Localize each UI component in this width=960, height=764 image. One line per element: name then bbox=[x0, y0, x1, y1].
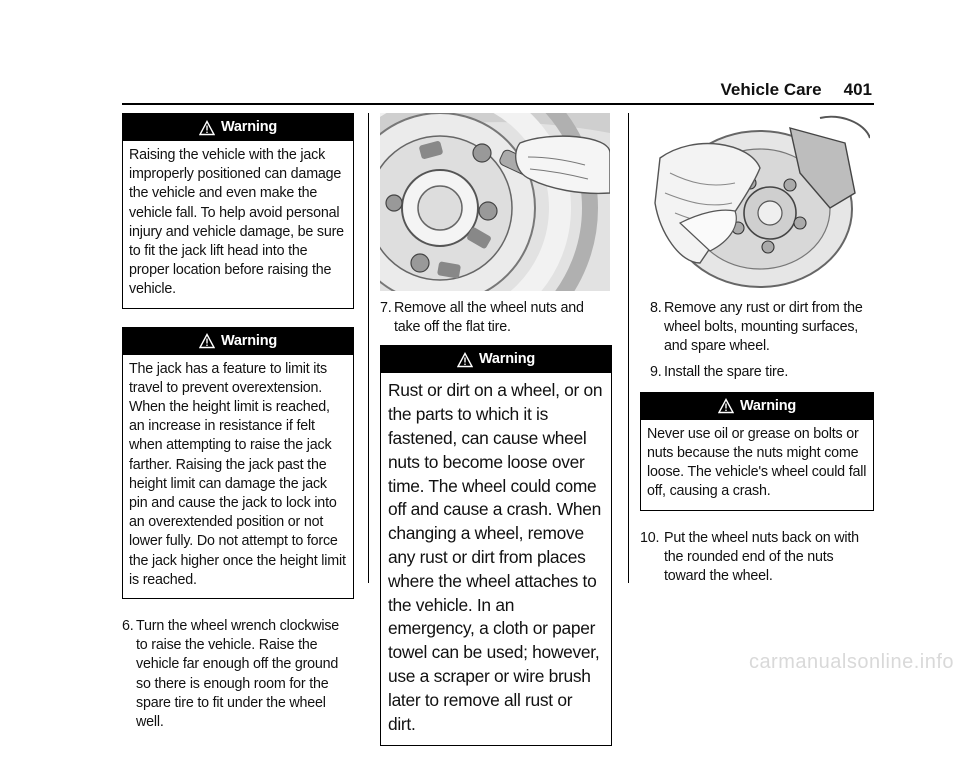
warning-title: Warning bbox=[220, 119, 278, 135]
column-2 bbox=[380, 113, 612, 764]
warning-title: Warning bbox=[739, 397, 797, 414]
page-number: 401 bbox=[843, 80, 872, 99]
warning-header bbox=[381, 346, 611, 373]
warning-header bbox=[123, 328, 353, 355]
warning-header bbox=[641, 393, 873, 420]
warning-header bbox=[123, 114, 353, 141]
page-header bbox=[721, 80, 873, 100]
step-text: Remove all the wheel nuts and take off the flat tire. bbox=[394, 300, 584, 336]
header-rule bbox=[122, 103, 874, 105]
step-7 bbox=[380, 299, 612, 337]
step-number: 6. bbox=[122, 618, 134, 635]
warning-box-1 bbox=[122, 113, 354, 309]
column-divider-2 bbox=[628, 113, 629, 583]
step-text: Turn the wheel wrench clockwise to raise the vehicle. Raise the vehicle far enough off the ground so there is enough room for the spare tire to fit under the wheel well. bbox=[136, 618, 340, 731]
column-1 bbox=[122, 113, 354, 738]
step-text: Put the wheel nuts back on with the rounded end of the nuts toward the wheel. bbox=[664, 529, 859, 585]
step-number: 10. bbox=[640, 529, 660, 546]
warning-box-4 bbox=[640, 392, 874, 511]
warning-box-3 bbox=[380, 345, 612, 746]
warning-triangle-icon bbox=[457, 352, 473, 368]
step-6 bbox=[122, 617, 354, 732]
column-divider-1 bbox=[368, 113, 369, 583]
warning-box-2 bbox=[122, 327, 354, 599]
wheel-nut-removal-illustration bbox=[380, 113, 610, 291]
column-3 bbox=[640, 113, 874, 592]
warning-triangle-icon bbox=[199, 333, 215, 349]
step-10 bbox=[640, 529, 874, 587]
warning-title: Warning bbox=[478, 351, 536, 368]
warning-text: Rust or dirt on a wheel, or on the parts to which it is fastened, can cause wheel nuts to become loose over time. The wheel could come off and cause a crash. When changing a wheel, remove any rust or dirt from places where the wheel attaches to the vehicle. In an emergency, a cloth or paper towel can be used; however, use a scraper or wire brush later to remove all rust or dirt. bbox=[388, 380, 603, 734]
warning-triangle-icon bbox=[718, 398, 734, 414]
section-title: Vehicle Care bbox=[720, 80, 822, 99]
warning-text: Raising the vehicle with the jack improperly positioned can damage the vehicle and even make the vehicle fall. To help avoid personal injury and vehicle damage, be sure to fit the jack lift head into the proper location before raising the vehicle. bbox=[129, 147, 344, 298]
step-number: 9. bbox=[650, 363, 662, 380]
wheel-hub-cleaning-illustration bbox=[640, 113, 870, 291]
warning-triangle-icon bbox=[199, 120, 215, 136]
warning-title: Warning bbox=[220, 332, 278, 349]
warning-text: Never use oil or grease on bolts or nuts because the nuts might come loose. The vehicle's wheel could fall off, causing a crash. bbox=[647, 425, 867, 500]
step-number: 7. bbox=[380, 300, 392, 316]
step-8 bbox=[640, 299, 874, 357]
step-text: Remove any rust or dirt from the wheel bolts, mounting surfaces, and spare wheel. bbox=[664, 300, 863, 355]
warning-text: The jack has a feature to limit its travel to prevent overextension. When the height limit is reached, an increase in resistance if felt when attempting to raise the jack farther. Raising the jack past the height limit can damage the jack pin and cause the jack to lock into an overextended position or not lower fully. Do not attempt to force the jack higher once the height limit is reached. bbox=[129, 360, 346, 588]
step-9 bbox=[640, 363, 874, 382]
watermark: carmanualsonline.info bbox=[748, 651, 954, 673]
step-number: 8. bbox=[650, 300, 662, 316]
step-text: Install the spare tire. bbox=[664, 363, 789, 380]
